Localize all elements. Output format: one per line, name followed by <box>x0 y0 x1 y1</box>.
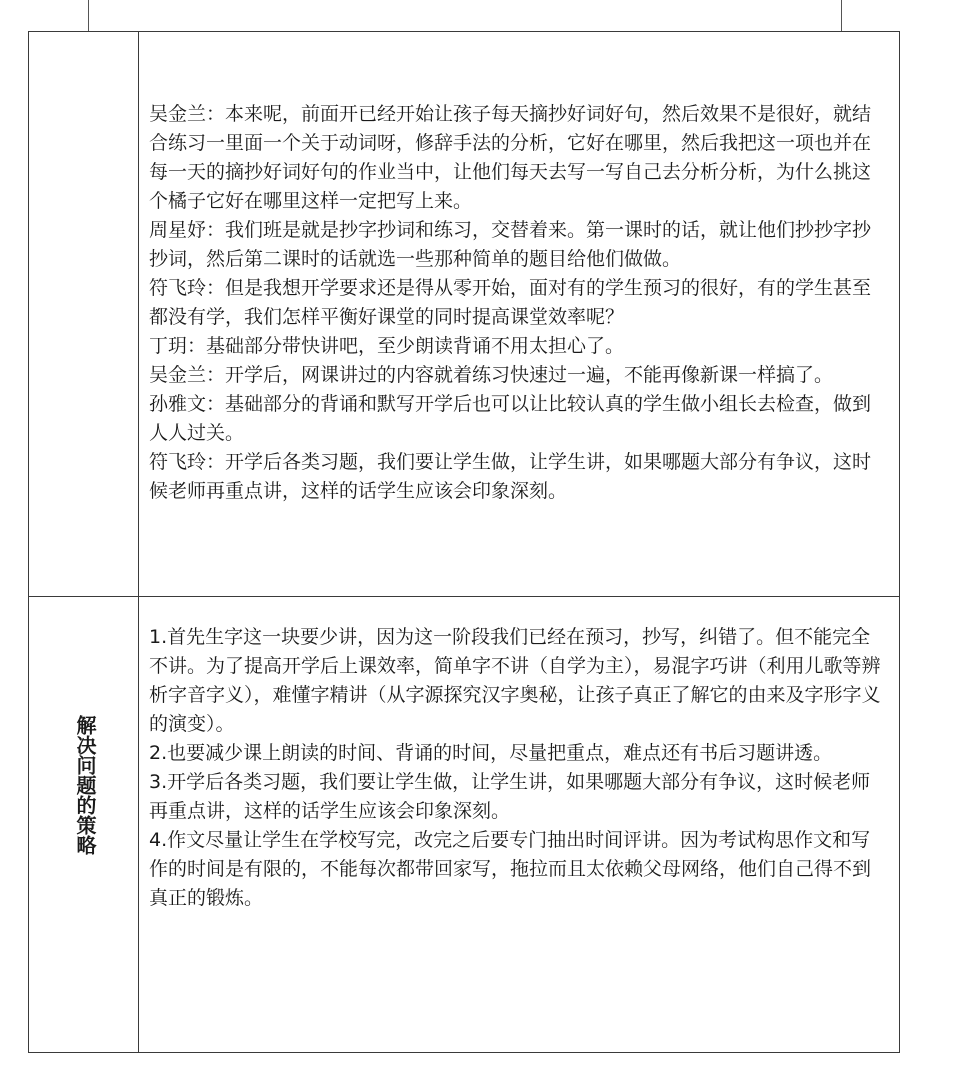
strategies-label: 解决问题的策略 <box>73 715 97 855</box>
discussion-content-cell <box>138 31 900 598</box>
strategy-item: 2.也要减少课上朗读的时间、背诵的时间，尽量把重点，难点还有书后习题讲透。 <box>149 742 833 764</box>
discussion-line: 符飞玲：但是我想开学要求还是得从零开始，面对有的学生预习的很好，有的学生甚至都没有学，我们怎样平衡好课堂的同时提高课堂效率呢？ <box>149 277 872 328</box>
discussion-line: 吴金兰：本来呢，前面开已经开始让孩子每天摘抄好词好句，然后效果不是很好，就结合练习一里面一个关于动词呀，修辞手法的分析，它好在哪里，然后我把这一项也并在每一天的摘抄好词好句的作业当中，让他们每天去写一写自己去分析分析，为什么挑这个橘子它好在哪里这样一定把写上来。 <box>149 103 872 212</box>
strategies-label-cell <box>28 596 140 1053</box>
discussion-line: 孙雅文：基础部分的背诵和默写开学后也可以让比较认真的学生做小组长去检查，做到人人过关。 <box>149 393 872 444</box>
discussion-line: 周星妤：我们班是就是抄字抄词和练习，交替着来。第一课时的话，就让他们抄抄字抄抄词，然后第二课时的话就选一些那种简单的题目给他们做做。 <box>149 219 872 270</box>
strategies-text <box>149 623 889 913</box>
discussion-line: 符飞玲：开学后各类习题，我们要让学生做，让学生讲，如果哪题大部分有争议，这时候老师再重点讲，这样的话学生应该会印象深刻。 <box>149 451 872 502</box>
discussion-label-cell <box>28 31 140 598</box>
strategy-item: 4.作文尽量让学生在学校写完，改完之后要专门抽出时间评讲。因为考试构思作文和写作的时间是有限的，不能每次都带回家写，拖拉而且太依赖父母网络，他们自己得不到真正的锻炼。 <box>149 829 872 909</box>
discussion-text <box>149 100 889 506</box>
table-top-border-right <box>841 0 842 32</box>
strategies-content-cell <box>138 596 900 1053</box>
strategy-item: 3.开学后各类习题，我们要让学生做，让学生讲，如果哪题大部分有争议，这时候老师再重点讲，这样的话学生应该会印象深刻。 <box>149 771 871 822</box>
discussion-line: 吴金兰：开学后，网课讲过的内容就着练习快速过一遍，不能再像新课一样搞了。 <box>149 364 834 386</box>
table-top-border-left <box>88 0 89 32</box>
discussion-line: 丁玥：基础部分带快讲吧，至少朗读背诵不用太担心了。 <box>149 335 625 357</box>
strategy-item: 1.首先生字这一块要少讲，因为这一阶段我们已经在预习，抄写，纠错了。但不能完全不讲。为了提高开学后上课效率，简单字不讲（自学为主），易混字巧讲（利用儿歌等辨析字音字义），难懂字精讲（从字源探究汉字奥秘，让孩子真正了解它的由来及字形字义的演变）。 <box>149 626 881 735</box>
